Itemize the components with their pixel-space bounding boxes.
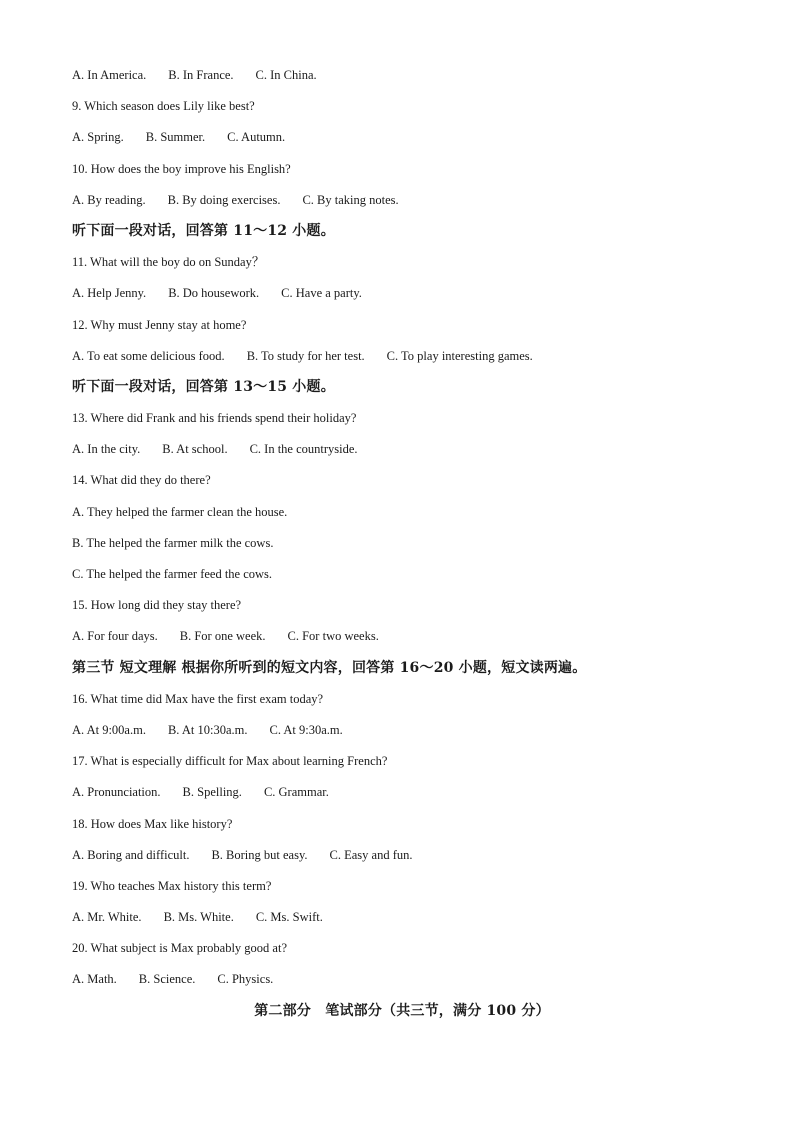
answer-option: A. By reading. [72,192,146,207]
answer-option: C. Autumn. [227,130,286,145]
answer-option: A. To eat some delicious food. [72,348,225,363]
answer-option: A. Math. [72,972,117,987]
answer-options [72,341,732,372]
answer-option: B. Ms. White. [163,910,234,925]
answer-options [72,840,732,871]
question-text: 18. How does Max like history? [72,816,233,831]
answer-option: C. Ms. Swift. [255,910,323,925]
answer-option: C. Grammar. [263,785,329,800]
section-instruction: 第三节 短文理解 根据你所听到的短文内容，回答第 16～20 小题，短文读两遍。 [72,659,587,676]
answer-option: B. To study for her test. [246,348,365,363]
answer-options [72,621,732,652]
answer-option: A. Spring. [72,130,124,145]
answer-option: B. In France. [168,68,234,82]
answer-option: B. At school. [162,442,228,457]
answer-options [72,902,732,933]
answer-option: C. Have a party. [281,286,362,301]
answer-option: B. Boring but easy. [211,847,308,862]
answer-option: B. By doing exercises. [167,192,281,207]
answer-option: A. In the city. [72,442,141,457]
section-instruction: 听下面一段对话，回答第 13～15 小题。 [72,378,335,395]
answer-options [72,777,732,808]
answer-option: A. Pronunciation. [72,785,161,800]
answer-option: B. For one week. [179,629,266,644]
answer-options [72,122,732,153]
answer-option: B. Spelling. [182,785,242,800]
question-text: 10. How does the boy improve his English? [72,161,291,176]
section-instruction: 听下面一段对话，回答第 11～12 小题。 [72,222,335,239]
exam-page [72,60,732,1027]
answer-option: B. Science. [138,972,196,987]
answer-option: C. Physics. [217,972,274,987]
part-title: 第二部分 笔试部分（共三节，满分 100 分） [254,1002,550,1019]
answer-options [72,497,732,528]
answer-option: A. Help Jenny. [72,286,147,301]
answer-option: B. Summer. [145,130,206,145]
question-text: 17. What is especially difficult for Max about learning French? [72,754,388,769]
answer-option: B. Do housework. [168,286,260,301]
answer-option: A. Mr. White. [72,910,142,925]
answer-option: A. At 9:00a.m. [72,722,146,737]
answer-option: A. Boring and difficult. [72,847,190,862]
answer-option: B. At 10:30a.m. [167,722,248,737]
answer-option: C. To play interesting games. [386,348,533,363]
answer-options [72,60,732,91]
question-text: 15. How long did they stay there? [72,598,242,613]
question-text: 13. Where did Frank and his friends spend their holiday? [72,411,357,426]
answer-option: A. In America. [72,68,147,82]
answer-option: C. For two weeks. [287,629,379,644]
question-text: 12. Why must Jenny stay at home? [72,317,247,332]
answer-option: C. The helped the farmer feed the cows. [72,567,273,581]
answer-option: A. They helped the farmer clean the house. [72,504,288,519]
answer-options [72,185,732,216]
answer-option: B. The helped the farmer milk the cows. [72,535,274,550]
answer-options [72,434,732,465]
question-text: 11. What will the boy do on Sunday？ [72,255,265,270]
question-text: 20. What subject is Max probably good at? [72,941,288,956]
answer-option: C. In the countryside. [249,442,358,457]
answer-option: C. By taking notes. [302,192,399,207]
answer-option: A. For four days. [72,629,158,644]
answer-options [72,559,732,590]
answer-option: C. Easy and fun. [329,847,413,862]
answer-options [72,278,732,309]
answer-option: C. At 9:30a.m. [269,722,343,737]
question-text: 9. Which season does Lily like best? [72,99,255,114]
answer-option: C. In China. [255,68,317,82]
answer-options [72,528,732,559]
answer-options [72,715,732,746]
question-text: 16. What time did Max have the first exam today? [72,691,324,706]
question-text: 19. Who teaches Max history this term? [72,878,272,893]
answer-options [72,964,732,995]
question-text: 14. What did they do there? [72,473,211,488]
